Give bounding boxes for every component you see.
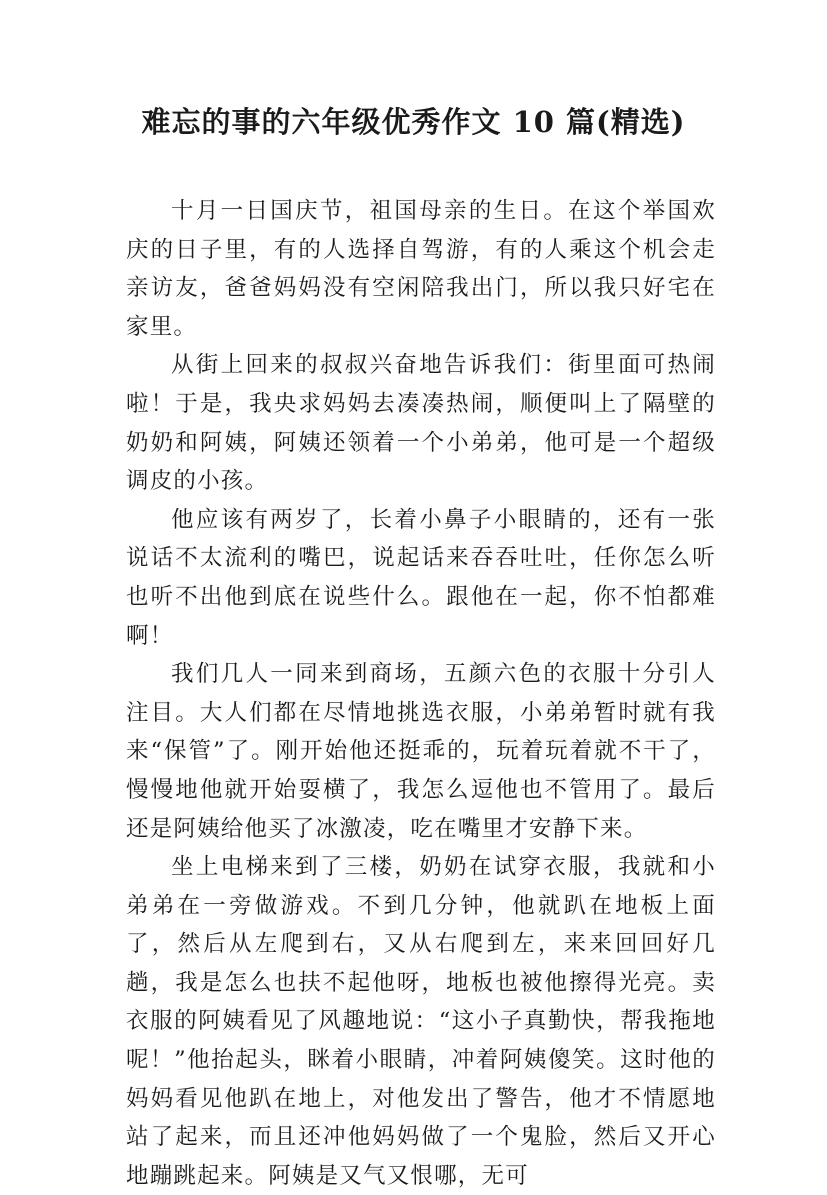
paragraph-4: 我们几人一同来到商场，五颜六色的衣服十分引人注目。大人们都在尽情地挑选衣服，小弟弟暂时就有我来“保管”了。刚开始他还挺乖的，玩着玩着就不干了，慢慢地他就开始耍横了，我怎么逗他也不管用了。最后还是阿姨给他买了冰激凌，吃在嘴里才安静下来。	[126, 661, 716, 842]
paragraph-3: 他应该有两岁了，长着小鼻子小眼睛的，还有一张说话不太流利的嘴巴，说起话来吞吞吐吐，任你怎么听也听不出他到底在说些什么。跟他在一起，你不怕都难啊！	[126, 506, 716, 649]
document-title: 难忘的事的六年级优秀作文 10 篇(精选)	[141, 105, 686, 139]
paragraph-2: 从街上回来的叔叔兴奋地告诉我们：街里面可热闹啦！于是，我央求妈妈去凑凑热闹，顺便叫上了隔壁的奶奶和阿姨，阿姨还领着一个小弟弟，他可是一个超级调皮的小孩。	[126, 352, 716, 495]
paragraph-1: 十月一日国庆节，祖国母亲的生日。在这个举国欢庆的日子里，有的人选择自驾游，有的人乘这个机会走亲访友，爸爸妈妈没有空闲陪我出门，所以我只好宅在家里。	[126, 198, 716, 340]
paragraph-5: 坐上电梯来到了三楼，奶奶在试穿衣服，我就和小弟弟在一旁做游戏。不到几分钟，他就趴在地板上面了，然后从左爬到右，又从右爬到左，来来回回好几趟，我是怎么也扶不起他呀，地板也被他擦得光亮。卖衣服的阿姨看见了风趣地说：“这小子真勤快，帮我拖地呢！”他抬起头，眯着小眼睛，冲着阿姨傻笑。这时他的妈妈看见他趴在地上，对他发出了警告，他才不情愿地站了起来，而且还冲他妈妈做了一个鬼脸，然后又开心地蹦跳起来。阿姨是又气又恨哪，无可	[126, 854, 716, 1189]
document-body	[126, 192, 716, 1195]
